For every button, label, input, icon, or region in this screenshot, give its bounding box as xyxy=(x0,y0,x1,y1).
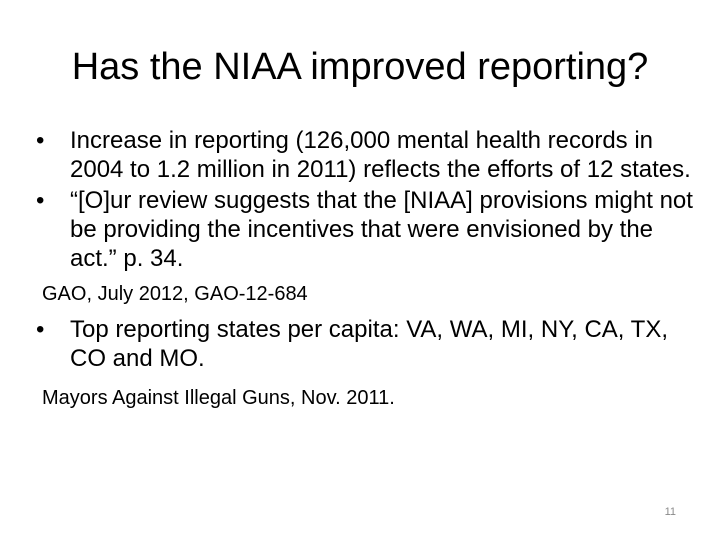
slide-title: Has the NIAA improved reporting? xyxy=(71,46,649,88)
bullet-item xyxy=(36,126,696,184)
bullet-glyph: • xyxy=(36,316,45,343)
citation-source: Mayors Against Illegal Guns, Nov. 2011. xyxy=(42,387,395,409)
bullet-item xyxy=(36,186,696,273)
citation-source: GAO, July 2012, GAO-12-684 xyxy=(42,283,308,305)
page-number: 11 xyxy=(664,506,676,518)
slide-content xyxy=(36,126,696,411)
bullet-item xyxy=(36,315,696,373)
bullet-glyph: • xyxy=(36,127,45,154)
bullet-text: Top reporting states per capita: VA, WA, MI, NY, CA, TX, CO and MO. xyxy=(70,316,669,372)
bullet-text: Increase in reporting (126,000 mental health records in 2004 to 1.2 million in 2011) reflects the efforts of 12 states. xyxy=(70,127,691,183)
bullet-text: “[O]ur review suggests that the [NIAA] provisions might not be providing the incentives that were envisioned by the act.” p. 34. xyxy=(70,187,693,272)
bullet-glyph: • xyxy=(36,187,45,214)
